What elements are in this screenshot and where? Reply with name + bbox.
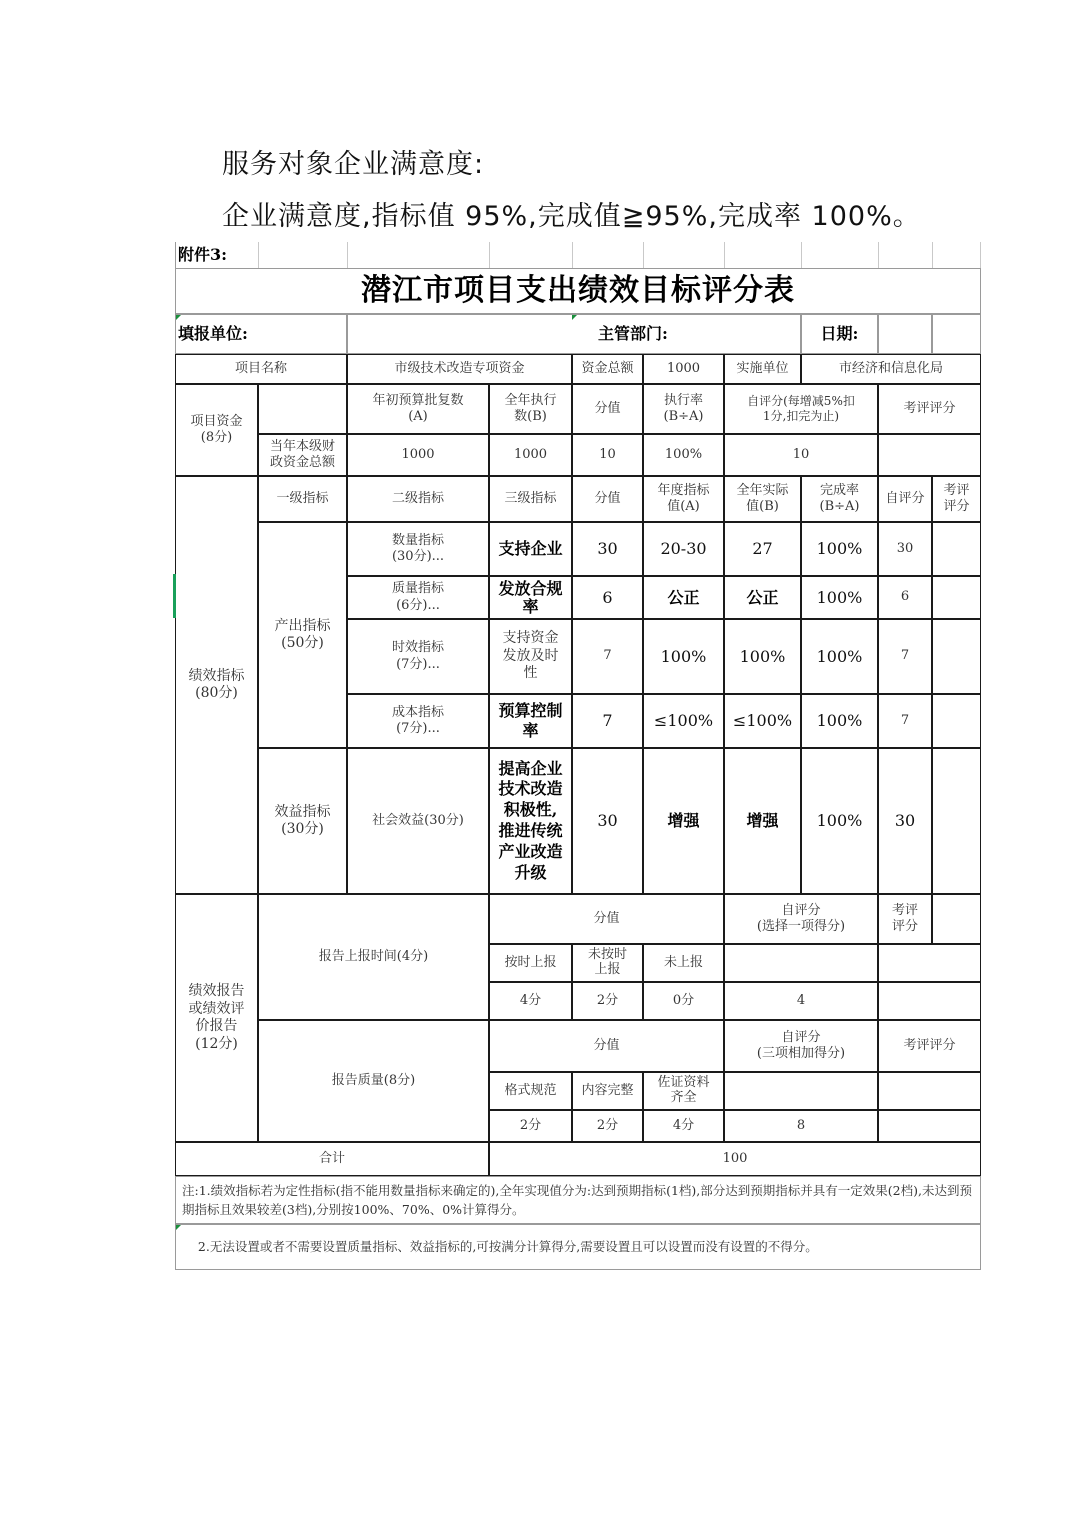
indicator-review <box>932 522 981 576</box>
perf-self-header: 自评分 <box>878 476 932 522</box>
perf-score-header: 分值 <box>572 476 643 522</box>
benefit-indicator-label: 效益指标 (30分) <box>258 748 347 894</box>
report-time-self-header: 自评分 (选择一项得分) <box>724 894 878 944</box>
cost-indicator: 成本指标 (7分)... <box>347 694 489 748</box>
report-quality-review-header: 考评评分 <box>878 1020 981 1072</box>
indicator-score: 7 <box>572 694 643 748</box>
indicator-actual: 增强 <box>724 748 801 894</box>
indicator-rate: 100% <box>801 576 878 619</box>
report-quality-self-header: 自评分 (三项相加得分) <box>724 1020 878 1072</box>
target-header: 年度指标 值(A) <box>643 476 724 522</box>
date-label: 日期: <box>801 314 878 354</box>
indicator-score: 30 <box>572 748 643 894</box>
score-sheet <box>175 242 981 1270</box>
indicator-self-score: 30 <box>878 522 932 576</box>
indicator-review <box>932 694 981 748</box>
impl-unit-value: 市经济和信息化局 <box>801 354 981 384</box>
indicator-actual: 27 <box>724 522 801 576</box>
empty-cell <box>724 944 878 982</box>
selection-marker <box>173 574 176 618</box>
level3-value: 发放合规 率 <box>489 576 572 619</box>
empty-cell <box>258 384 347 434</box>
review-header: 考评评分 <box>878 384 981 434</box>
exec-value: 1000 <box>489 434 572 476</box>
empty-cell <box>724 1072 878 1110</box>
report-time-self-score: 4 <box>724 982 878 1020</box>
indicator-review <box>932 748 981 894</box>
indicator-actual: ≤100% <box>724 694 801 748</box>
level3-value: 支持资金 发放及时 性 <box>489 619 572 694</box>
format-item: 格式规范 <box>489 1072 572 1110</box>
score-value: 10 <box>572 434 643 476</box>
fund-total-label: 资金总额 <box>572 354 643 384</box>
indicator-self-score: 7 <box>878 619 932 694</box>
project-name-value: 市级技术改造专项资金 <box>347 354 572 384</box>
exec-header: 全年执行 数(B) <box>489 384 572 434</box>
report-time-score-header: 分值 <box>489 894 724 944</box>
no-report-option: 未上报 <box>643 944 724 982</box>
empty-cell <box>878 314 932 354</box>
budget-header: 年初预算批复数 (A) <box>347 384 489 434</box>
total-label: 合计 <box>175 1142 489 1176</box>
indicator-self-score: 30 <box>878 748 932 894</box>
report-quality-score-header: 分值 <box>489 1020 724 1072</box>
level1-header: 一级指标 <box>258 476 347 522</box>
empty-cell <box>932 314 981 354</box>
actual-header: 全年实际 值(B) <box>724 476 801 522</box>
indicator-target: 增强 <box>643 748 724 894</box>
project-name-label: 项目名称 <box>175 354 347 384</box>
fill-unit-label: 填报单位: <box>175 314 347 354</box>
note-2: 2.无法设置或者不需要设置质量指标、效益指标的,可按满分计算得分,需要设置且可以设置而没有设置的不得分。 <box>175 1224 981 1270</box>
indicator-rate: 100% <box>801 619 878 694</box>
level3-value: 提高企业 技术改造 积极性, 推进传统 产业改造 升级 <box>489 748 572 894</box>
review-value <box>878 434 981 476</box>
rate-header: 执行率 (B÷A) <box>643 384 724 434</box>
empty-cell <box>878 982 981 1020</box>
no-report-score: 0分 <box>643 982 724 1020</box>
self-score-header: 自评分(每增减5%扣 1分,扣完为止) <box>724 384 878 434</box>
dept-label: 主管部门: <box>347 314 801 354</box>
indicator-rate: 100% <box>801 694 878 748</box>
content-score: 2分 <box>572 1110 643 1142</box>
level3-value: 支持企业 <box>489 522 572 576</box>
indicator-self-score: 7 <box>878 694 932 748</box>
self-score-value: 10 <box>724 434 878 476</box>
on-time-option: 按时上报 <box>489 944 572 982</box>
intro-line-1: 服务对象企业满意度: <box>222 149 485 180</box>
on-time-score: 4分 <box>489 982 572 1020</box>
indicator-actual: 公正 <box>724 576 801 619</box>
fund-row-label: 当年本级财 政资金总额 <box>258 434 347 476</box>
impl-unit-label: 实施单位 <box>724 354 801 384</box>
fund-total-value: 1000 <box>643 354 724 384</box>
empty-cell <box>878 1072 981 1110</box>
empty-cell <box>878 944 981 982</box>
indicator-score: 30 <box>572 522 643 576</box>
quantity-indicator: 数量指标 (30分)... <box>347 522 489 576</box>
level3-value: 预算控制 率 <box>489 694 572 748</box>
output-indicator-label: 产出指标 (50分) <box>258 522 347 748</box>
social-benefit-indicator: 社会效益(30分) <box>347 748 489 894</box>
rate-value: 100% <box>643 434 724 476</box>
empty-cell <box>932 894 981 944</box>
report-quality-label: 报告质量(8分) <box>258 1020 489 1142</box>
score-header: 分值 <box>572 384 643 434</box>
level2-header: 二级指标 <box>347 476 489 522</box>
content-item: 内容完整 <box>572 1072 643 1110</box>
perf-section-label: 绩效指标 (80分) <box>175 476 258 894</box>
evidence-score: 4分 <box>643 1110 724 1142</box>
timeliness-indicator: 时效指标 (7分)... <box>347 619 489 694</box>
budget-value: 1000 <box>347 434 489 476</box>
late-score: 2分 <box>572 982 643 1020</box>
indicator-actual: 100% <box>724 619 801 694</box>
empty-cell <box>878 1110 981 1142</box>
indicator-score: 7 <box>572 619 643 694</box>
late-option: 未按时 上报 <box>572 944 643 982</box>
report-time-label: 报告上报时间(4分) <box>258 894 489 1020</box>
fund-section-label: 项目资金 (8分) <box>175 384 258 476</box>
report-section-label: 绩效报告 或绩效评 价报告 (12分) <box>175 894 258 1142</box>
format-score: 2分 <box>489 1110 572 1142</box>
indicator-target: ≤100% <box>643 694 724 748</box>
attachment-label: 附件3: <box>175 242 258 268</box>
sheet-title: 潜江市项目支出绩效目标评分表 <box>175 268 981 314</box>
indicator-score: 6 <box>572 576 643 619</box>
evidence-item: 佐证资料 齐全 <box>643 1072 724 1110</box>
note-1: 注:1.绩效指标若为定性指标(指不能用数量指标来确定的),全年实现值分为:达到预期指标(1档),部分达到预期指标并具有一定效果(2档),未达到预期指标且效果较差(3档),分别按100%、70%、0%计算得分。 <box>175 1176 981 1224</box>
perf-review-header: 考评 评分 <box>932 476 981 522</box>
indicator-target: 100% <box>643 619 724 694</box>
total-value: 100 <box>489 1142 981 1176</box>
indicator-self-score: 6 <box>878 576 932 619</box>
completion-header: 完成率 (B÷A) <box>801 476 878 522</box>
level3-header: 三级指标 <box>489 476 572 522</box>
indicator-review <box>932 619 981 694</box>
indicator-rate: 100% <box>801 748 878 894</box>
intro-line-2: 企业满意度,指标值 95%,完成值≧95%,完成率 100%。 <box>222 201 921 232</box>
indicator-target: 公正 <box>643 576 724 619</box>
indicator-target: 20-30 <box>643 522 724 576</box>
report-quality-self-score: 8 <box>724 1110 878 1142</box>
indicator-review <box>932 576 981 619</box>
indicator-rate: 100% <box>801 522 878 576</box>
quality-indicator: 质量指标 (6分)... <box>347 576 489 619</box>
report-time-review-header: 考评 评分 <box>878 894 932 944</box>
